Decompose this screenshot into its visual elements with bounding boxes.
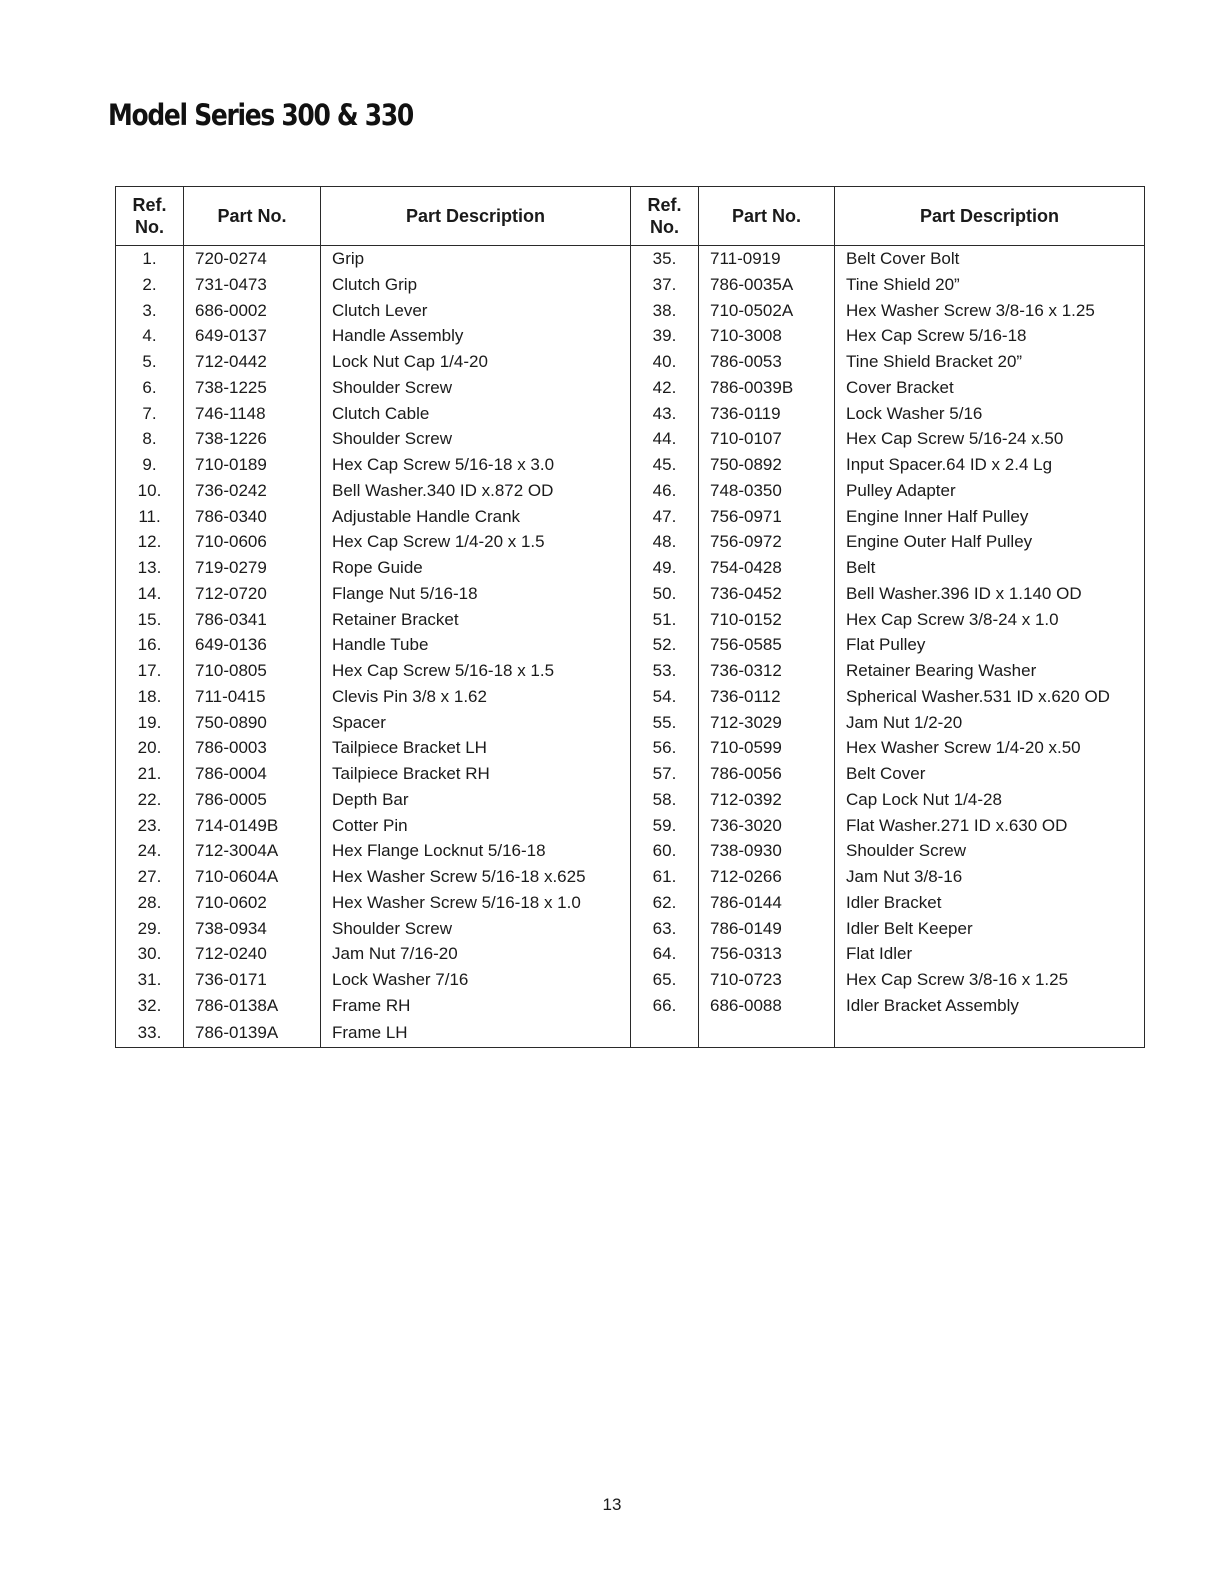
part-description-cell: Flat Idler <box>835 941 1145 967</box>
ref-cell: 30. <box>116 941 184 967</box>
ref-cell: 6. <box>116 375 184 401</box>
part-description-cell: Hex Cap Screw 5/16-18 x 3.0 <box>321 452 631 478</box>
part-no-cell: 786-0003 <box>184 735 321 761</box>
ref-header-line2: No. <box>135 217 164 237</box>
ref-cell: 3. <box>116 298 184 324</box>
part-description-cell: Tine Shield Bracket 20” <box>835 349 1145 375</box>
part-no-cell: 736-0312 <box>699 658 835 684</box>
part-no-header: Part No. <box>699 187 835 246</box>
parts-table-body <box>116 246 1145 1048</box>
part-description-cell: Bell Washer.396 ID x 1.140 OD <box>835 581 1145 607</box>
table-row <box>116 632 1145 658</box>
table-row <box>116 529 1145 555</box>
part-description-cell: Handle Assembly <box>321 323 631 349</box>
ref-cell: 9. <box>116 452 184 478</box>
part-description-cell: Rope Guide <box>321 555 631 581</box>
part-no-cell: 712-3029 <box>699 710 835 736</box>
ref-no-header <box>116 187 184 246</box>
page-number: 13 <box>602 1495 622 1514</box>
part-description-cell: Shoulder Screw <box>321 426 631 452</box>
part-no-cell: 748-0350 <box>699 478 835 504</box>
ref-cell: 60. <box>631 838 699 864</box>
ref-cell: 1. <box>116 246 184 272</box>
ref-cell: 37. <box>631 272 699 298</box>
part-no-cell: 712-0266 <box>699 864 835 890</box>
part-description-cell: Spacer <box>321 710 631 736</box>
part-description-cell: Idler Belt Keeper <box>835 916 1145 942</box>
part-no-cell: 720-0274 <box>184 246 321 272</box>
ref-cell: 42. <box>631 375 699 401</box>
part-description-cell: Engine Inner Half Pulley <box>835 504 1145 530</box>
part-no-cell: 786-0039B <box>699 375 835 401</box>
table-row <box>116 246 1145 272</box>
part-no-cell: 756-0585 <box>699 632 835 658</box>
ref-cell: 32. <box>116 993 184 1019</box>
part-no-cell: 710-0602 <box>184 890 321 916</box>
part-no-cell: 710-0723 <box>699 967 835 993</box>
part-no-cell: 710-3008 <box>699 323 835 349</box>
ref-cell: 29. <box>116 916 184 942</box>
ref-cell: 11. <box>116 504 184 530</box>
part-description-cell: Engine Outer Half Pulley <box>835 529 1145 555</box>
table-row <box>116 555 1145 581</box>
ref-cell: 38. <box>631 298 699 324</box>
part-no-cell: 736-0242 <box>184 478 321 504</box>
part-description-cell: Hex Washer Screw 5/16-18 x 1.0 <box>321 890 631 916</box>
ref-cell: 24. <box>116 838 184 864</box>
part-no-cell: 738-1226 <box>184 426 321 452</box>
ref-cell: 27. <box>116 864 184 890</box>
part-no-cell: 756-0971 <box>699 504 835 530</box>
part-description-cell: Depth Bar <box>321 787 631 813</box>
part-no-cell: 786-0144 <box>699 890 835 916</box>
table-row <box>116 478 1145 504</box>
ref-cell: 46. <box>631 478 699 504</box>
table-row <box>116 838 1145 864</box>
ref-cell: 19. <box>116 710 184 736</box>
ref-cell: 58. <box>631 787 699 813</box>
part-description-cell: Cotter Pin <box>321 813 631 839</box>
table-row <box>116 452 1145 478</box>
part-no-cell: 719-0279 <box>184 555 321 581</box>
ref-cell: 12. <box>116 529 184 555</box>
part-description-cell: Adjustable Handle Crank <box>321 504 631 530</box>
part-description-cell: Hex Flange Locknut 5/16-18 <box>321 838 631 864</box>
part-description-cell: Hex Washer Screw 1/4-20 x.50 <box>835 735 1145 761</box>
ref-cell: 18. <box>116 684 184 710</box>
part-description-header: Part Description <box>321 187 631 246</box>
ref-cell: 48. <box>631 529 699 555</box>
ref-cell: 16. <box>116 632 184 658</box>
part-description-cell: Flat Pulley <box>835 632 1145 658</box>
part-no-cell: 710-0152 <box>699 607 835 633</box>
ref-cell: 56. <box>631 735 699 761</box>
part-description-cell: Hex Cap Screw 1/4-20 x 1.5 <box>321 529 631 555</box>
part-no-cell: 786-0035A <box>699 272 835 298</box>
part-description-cell: Cap Lock Nut 1/4-28 <box>835 787 1145 813</box>
part-description-cell: Handle Tube <box>321 632 631 658</box>
part-no-cell: 786-0004 <box>184 761 321 787</box>
part-description-cell: Lock Washer 5/16 <box>835 401 1145 427</box>
ref-cell: 47. <box>631 504 699 530</box>
ref-cell: 52. <box>631 632 699 658</box>
ref-cell: 7. <box>116 401 184 427</box>
part-no-cell: 786-0056 <box>699 761 835 787</box>
part-no-cell: 786-0340 <box>184 504 321 530</box>
ref-cell: 57. <box>631 761 699 787</box>
part-description-cell: Pulley Adapter <box>835 478 1145 504</box>
ref-cell: 35. <box>631 246 699 272</box>
part-no-cell: 786-0149 <box>699 916 835 942</box>
table-row <box>116 684 1145 710</box>
part-description-cell: Hex Washer Screw 3/8-16 x 1.25 <box>835 298 1145 324</box>
part-no-cell: 736-0452 <box>699 581 835 607</box>
ref-cell: 55. <box>631 710 699 736</box>
ref-cell: 50. <box>631 581 699 607</box>
part-no-cell: 746-1148 <box>184 401 321 427</box>
part-no-cell: 712-3004A <box>184 838 321 864</box>
part-no-cell: 710-0599 <box>699 735 835 761</box>
part-no-cell: 786-0053 <box>699 349 835 375</box>
table-row <box>116 941 1145 967</box>
part-no-cell: 736-3020 <box>699 813 835 839</box>
part-description-cell: Jam Nut 3/8-16 <box>835 864 1145 890</box>
part-description-cell: Clutch Lever <box>321 298 631 324</box>
part-no-cell: 786-0005 <box>184 787 321 813</box>
part-no-cell: 756-0313 <box>699 941 835 967</box>
part-no-cell: 736-0112 <box>699 684 835 710</box>
ref-cell: 20. <box>116 735 184 761</box>
part-no-cell: 750-0890 <box>184 710 321 736</box>
table-row <box>116 710 1145 736</box>
part-description-cell: Shoulder Screw <box>321 375 631 401</box>
ref-cell: 15. <box>116 607 184 633</box>
ref-cell: 33. <box>116 1019 184 1048</box>
part-description-cell: Hex Cap Screw 5/16-24 x.50 <box>835 426 1145 452</box>
ref-cell: 22. <box>116 787 184 813</box>
part-no-cell: 710-0805 <box>184 658 321 684</box>
part-description-cell: Shoulder Screw <box>321 916 631 942</box>
part-description-cell: Hex Cap Screw 3/8-24 x 1.0 <box>835 607 1145 633</box>
ref-cell: 28. <box>116 890 184 916</box>
ref-no-header <box>631 187 699 246</box>
part-description-cell: Belt <box>835 555 1145 581</box>
part-no-cell: 712-0240 <box>184 941 321 967</box>
part-description-cell: Clevis Pin 3/8 x 1.62 <box>321 684 631 710</box>
ref-cell: 51. <box>631 607 699 633</box>
part-no-cell: 712-0442 <box>184 349 321 375</box>
part-description-cell: Clutch Cable <box>321 401 631 427</box>
part-no-cell: 710-0107 <box>699 426 835 452</box>
part-description-cell: Retainer Bracket <box>321 607 631 633</box>
ref-header-line1: Ref. <box>132 195 167 215</box>
ref-cell: 62. <box>631 890 699 916</box>
part-description-cell: Bell Washer.340 ID x.872 OD <box>321 478 631 504</box>
ref-cell: 40. <box>631 349 699 375</box>
table-row <box>116 761 1145 787</box>
table-row <box>116 426 1145 452</box>
table-row <box>116 323 1145 349</box>
parts-table <box>115 186 1145 1048</box>
part-no-cell: 712-0392 <box>699 787 835 813</box>
part-description-cell: Belt Cover <box>835 761 1145 787</box>
part-description-cell: Flat Washer.271 ID x.630 OD <box>835 813 1145 839</box>
part-no-cell: 710-0189 <box>184 452 321 478</box>
ref-header-line1: Ref. <box>647 195 682 215</box>
ref-cell: 2. <box>116 272 184 298</box>
ref-cell: 5. <box>116 349 184 375</box>
part-description-cell: Jam Nut 1/2-20 <box>835 710 1145 736</box>
part-description-cell: Tailpiece Bracket LH <box>321 735 631 761</box>
part-no-cell: 731-0473 <box>184 272 321 298</box>
part-no-cell: 649-0136 <box>184 632 321 658</box>
part-no-cell: 686-0088 <box>699 993 835 1019</box>
part-no-cell: 712-0720 <box>184 581 321 607</box>
ref-cell: 4. <box>116 323 184 349</box>
part-no-cell: 786-0139A <box>184 1019 321 1048</box>
table-row <box>116 864 1145 890</box>
part-no-cell: 711-0415 <box>184 684 321 710</box>
part-no-cell: 710-0502A <box>699 298 835 324</box>
part-no-cell: 756-0972 <box>699 529 835 555</box>
part-no-cell: 736-0171 <box>184 967 321 993</box>
part-description-cell: Spherical Washer.531 ID x.620 OD <box>835 684 1145 710</box>
ref-cell <box>631 1019 699 1048</box>
ref-cell: 45. <box>631 452 699 478</box>
ref-cell: 21. <box>116 761 184 787</box>
table-row <box>116 890 1145 916</box>
table-row <box>116 581 1145 607</box>
ref-header-line2: No. <box>650 217 679 237</box>
part-no-cell: 738-0934 <box>184 916 321 942</box>
ref-cell: 23. <box>116 813 184 839</box>
part-description-cell: Cover Bracket <box>835 375 1145 401</box>
ref-cell: 54. <box>631 684 699 710</box>
ref-cell: 14. <box>116 581 184 607</box>
part-no-cell: 649-0137 <box>184 323 321 349</box>
table-row <box>116 401 1145 427</box>
part-no-cell <box>699 1019 835 1048</box>
ref-cell: 13. <box>116 555 184 581</box>
ref-cell: 66. <box>631 993 699 1019</box>
ref-cell: 8. <box>116 426 184 452</box>
part-no-cell: 738-1225 <box>184 375 321 401</box>
table-row <box>116 504 1145 530</box>
page-title: Model Series 300 & 330 <box>108 98 413 132</box>
part-no-cell: 686-0002 <box>184 298 321 324</box>
part-description-cell: Tine Shield 20” <box>835 272 1145 298</box>
part-description-cell: Frame RH <box>321 993 631 1019</box>
part-no-cell: 736-0119 <box>699 401 835 427</box>
part-description-cell: Frame LH <box>321 1019 631 1048</box>
ref-cell: 49. <box>631 555 699 581</box>
ref-cell: 39. <box>631 323 699 349</box>
part-no-header: Part No. <box>184 187 321 246</box>
table-row <box>116 916 1145 942</box>
table-row <box>116 607 1145 633</box>
table-row <box>116 735 1145 761</box>
table-row <box>116 993 1145 1019</box>
part-no-cell: 750-0892 <box>699 452 835 478</box>
table-row <box>116 967 1145 993</box>
part-description-cell: Lock Nut Cap 1/4-20 <box>321 349 631 375</box>
part-no-cell: 786-0138A <box>184 993 321 1019</box>
part-no-cell: 710-0604A <box>184 864 321 890</box>
ref-cell: 59. <box>631 813 699 839</box>
table-row <box>116 298 1145 324</box>
part-description-cell: Idler Bracket Assembly <box>835 993 1145 1019</box>
ref-cell: 44. <box>631 426 699 452</box>
part-description-cell: Flange Nut 5/16-18 <box>321 581 631 607</box>
table-row <box>116 375 1145 401</box>
table-row <box>116 349 1145 375</box>
part-description-header: Part Description <box>835 187 1145 246</box>
ref-cell: 31. <box>116 967 184 993</box>
table-row <box>116 813 1145 839</box>
table-row <box>116 658 1145 684</box>
part-no-cell: 710-0606 <box>184 529 321 555</box>
part-description-cell: Grip <box>321 246 631 272</box>
part-description-cell: Lock Washer 7/16 <box>321 967 631 993</box>
part-description-cell: Idler Bracket <box>835 890 1145 916</box>
part-no-cell: 754-0428 <box>699 555 835 581</box>
part-no-cell: 714-0149B <box>184 813 321 839</box>
ref-cell: 61. <box>631 864 699 890</box>
ref-cell: 65. <box>631 967 699 993</box>
part-description-cell: Clutch Grip <box>321 272 631 298</box>
part-no-cell: 786-0341 <box>184 607 321 633</box>
ref-cell: 43. <box>631 401 699 427</box>
ref-cell: 17. <box>116 658 184 684</box>
part-description-cell: Retainer Bearing Washer <box>835 658 1145 684</box>
ref-cell: 63. <box>631 916 699 942</box>
part-description-cell: Belt Cover Bolt <box>835 246 1145 272</box>
part-description-cell: Input Spacer.64 ID x 2.4 Lg <box>835 452 1145 478</box>
table-row <box>116 1019 1145 1048</box>
part-description-cell: Shoulder Screw <box>835 838 1145 864</box>
part-description-cell: Tailpiece Bracket RH <box>321 761 631 787</box>
table-row <box>116 787 1145 813</box>
ref-cell: 10. <box>116 478 184 504</box>
part-no-cell: 711-0919 <box>699 246 835 272</box>
table-header-row <box>116 187 1145 246</box>
part-description-cell <box>835 1019 1145 1048</box>
part-description-cell: Hex Cap Screw 3/8-16 x 1.25 <box>835 967 1145 993</box>
part-description-cell: Jam Nut 7/16-20 <box>321 941 631 967</box>
ref-cell: 53. <box>631 658 699 684</box>
part-description-cell: Hex Cap Screw 5/16-18 x 1.5 <box>321 658 631 684</box>
table-row <box>116 272 1145 298</box>
part-description-cell: Hex Washer Screw 5/16-18 x.625 <box>321 864 631 890</box>
ref-cell: 64. <box>631 941 699 967</box>
part-description-cell: Hex Cap Screw 5/16-18 <box>835 323 1145 349</box>
part-no-cell: 738-0930 <box>699 838 835 864</box>
